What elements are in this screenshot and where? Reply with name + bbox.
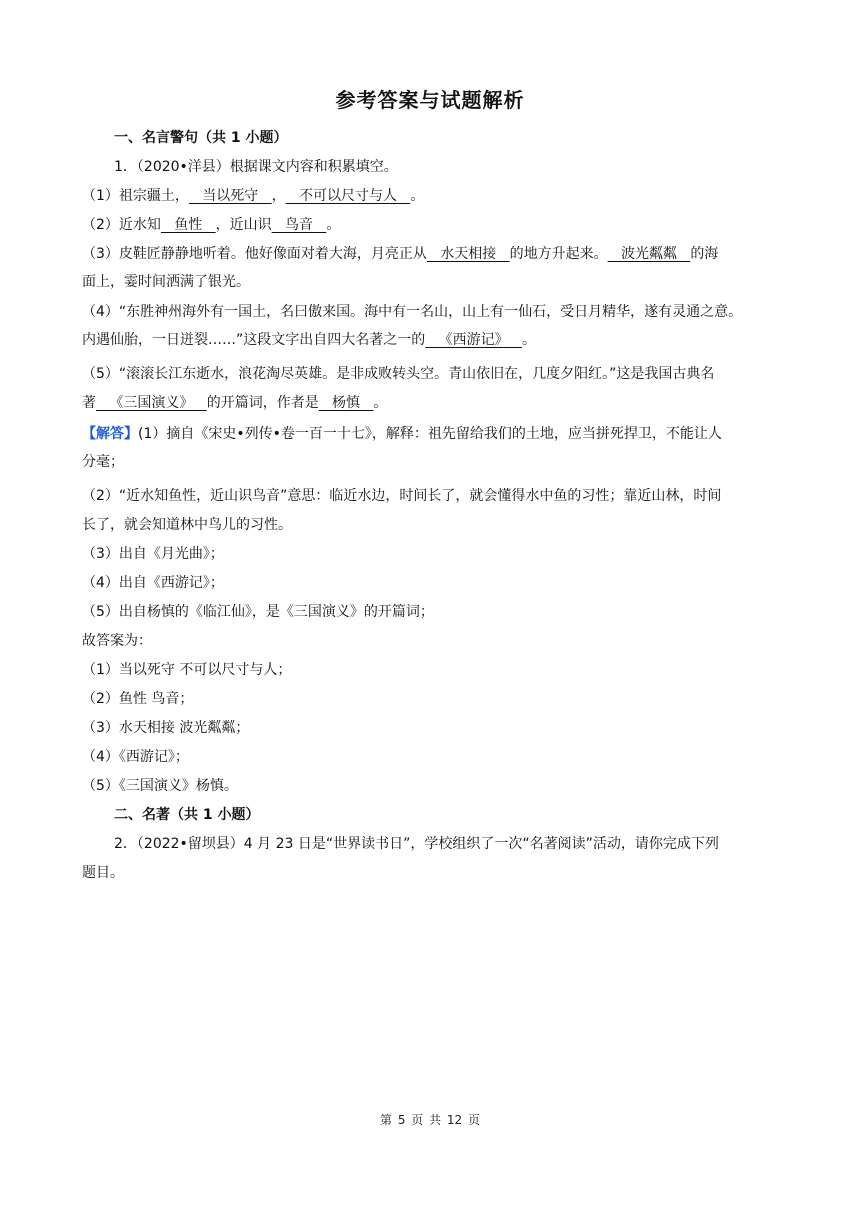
answer-blank-6: 波光粼粼	[607, 246, 691, 262]
section-heading-2: 二、名著（共 1 小题）	[114, 807, 260, 823]
answer-blank-1: 当以死守	[188, 188, 272, 204]
question-1-item-3	[82, 244, 782, 264]
page-title: 参考答案与试题解析	[335, 88, 525, 112]
answer-line-12: （4）《西游记》；	[82, 749, 189, 765]
section-heading-1: 一、名言警句（共 1 小题）	[114, 130, 288, 146]
answer-line-6: （4）出自《西游记》；	[82, 575, 224, 591]
question-1-item-4: （4）“东胜神州海外有一国土，名曰傲来国。海中有一名山，山上有一仙石，受日月精华，遂有灵通之意。	[82, 304, 743, 320]
item-3-text: （3）皮鞋匠静静地听着。他好像面对着大海，月亮正从	[82, 246, 427, 262]
answer-line-8: 故答案为：	[82, 633, 152, 649]
item-2-text: ，近山识	[215, 217, 272, 233]
question-1-item-3-cont: 面上，霎时间洒满了银光。	[82, 274, 250, 290]
answer-line-5: （3）出自《月光曲》；	[82, 546, 224, 562]
answer-line-13: （5）《三国演义》杨慎。	[82, 778, 238, 794]
question-1-item-5-cont	[82, 393, 782, 413]
item-2-text: （2）近水知	[82, 217, 161, 233]
item-1-text: 。	[410, 188, 425, 204]
answer-blank-7: 《西游记》	[425, 332, 522, 348]
answer-line-9: （1）当以死守 不可以尺寸与人；	[82, 662, 292, 678]
answer-blank-4: 鸟音	[271, 217, 327, 233]
answer-blank-8: 《三国演义》	[96, 395, 207, 411]
answer-blank-3: 鱼性	[160, 217, 216, 233]
item-2-text: 。	[326, 217, 341, 233]
item-3-text: 的海	[690, 246, 719, 262]
item-3-text: 的地方升起来。	[509, 246, 608, 262]
question-1-item-1	[82, 186, 782, 206]
answer-blank-2: 不可以尺寸与人	[285, 188, 411, 204]
question-1-stem: 1．（2020•洋县）根据课文内容和积累填空。	[114, 159, 398, 175]
item-1-text: （1）祖宗疆土，	[82, 188, 189, 204]
item-4-text: 。	[521, 332, 536, 348]
answer-line-10: （2）鱼性 鸟音；	[82, 691, 194, 707]
answer-line-3: （2）“近水知鱼性，近山识鸟音”意思：临近水边，时间长了，就会懂得水中鱼的习性；靠近山林，时间	[82, 488, 722, 504]
item-4-text: 内遇仙胎，一日迸裂……”这段文字出自四大名著之一的	[82, 332, 426, 348]
question-1-item-4-cont	[82, 330, 782, 350]
answer-line-1	[82, 424, 782, 444]
answer-line-2: 分毫；	[82, 454, 124, 470]
item-5-text: 的开篇词，作者是	[206, 395, 319, 411]
answer-tag: 【解答】	[82, 426, 138, 442]
answer-line-7: （5）出自杨慎的《临江仙》，是《三国演义》的开篇词；	[82, 604, 434, 620]
answer-line-11: （3）水天相接 波光粼粼；	[82, 720, 250, 736]
question-1-item-2	[82, 215, 782, 235]
item-1-text: ，	[271, 188, 286, 204]
item-5-text: 。	[373, 395, 388, 411]
item-5-text: 著	[82, 395, 96, 411]
page-footer: 第 5 页 共 12 页	[380, 1113, 480, 1127]
question-1-item-5: （5）“滚滚长江东逝水，浪花淘尽英雄。是非成败转头空。青山依旧在，几度夕阳红。”这是我国古典名	[82, 366, 715, 382]
answer-text: (1）摘自《宋史•列传•卷一百一十七》，解释：祖先留给我们的土地，应当拼死捍卫，不能让人	[138, 426, 722, 442]
question-2-stem: 2．（2022•留坝县）4 月 23 日是“世界读书日”，学校组织了一次“名著阅读”活动，请你完成下列	[114, 836, 719, 852]
answer-blank-9: 杨慎	[318, 395, 374, 411]
answer-blank-5: 水天相接	[426, 246, 510, 262]
question-2-stem-cont: 题目。	[82, 865, 124, 881]
answer-line-4: 长了，就会知道林中鸟儿的习性。	[82, 517, 292, 533]
